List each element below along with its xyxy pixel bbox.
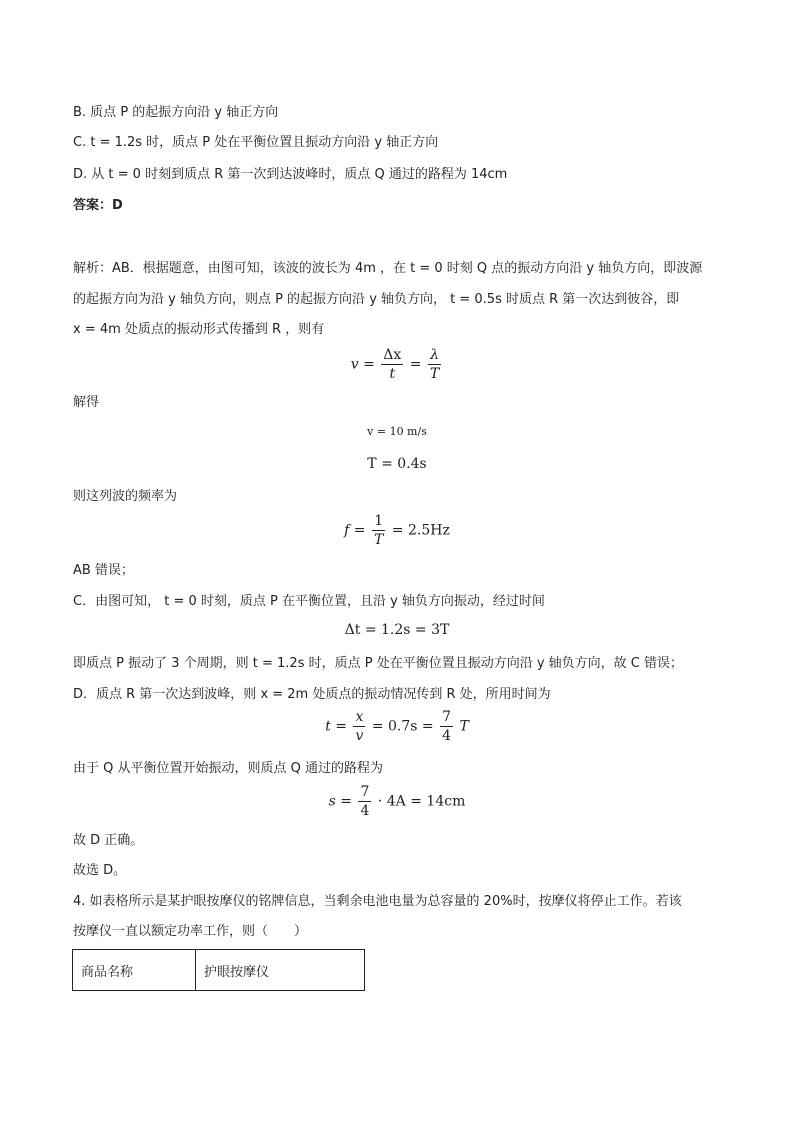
question-4-line-1: 4. 如表格所示是某护眼按摩仪的铭牌信息，当剩余电池电量为总容量的 20%时，按摩仪将停止工作。若该: [73, 894, 682, 909]
c-analysis: C．由图可知， t = 0 时刻，质点 P 在平衡位置，且沿 y 轴负方向振动，经过时间: [73, 594, 545, 609]
table-cell-label: 商品名称: [73, 950, 196, 991]
option-d: D. 从 t = 0 时刻到质点 R 第一次到达波峰时，质点 Q 通过的路程为 14cm: [73, 167, 508, 182]
fraction-7-4-b: $\frac{7}{4}$: [360, 784, 370, 819]
option-c: C. t = 1.2s 时，质点 P 处在平衡位置且振动方向沿 y 轴正方向: [73, 135, 439, 150]
answer: 答案：D: [73, 198, 123, 213]
option-b: B. 质点 P 的起振方向沿 y 轴正方向: [73, 105, 279, 120]
fraction-x-v: $\frac{x}{v}$: [355, 709, 364, 744]
fraction-lambda-t: $\frac{\lambda}{T}$: [429, 347, 440, 382]
product-info-table: [72, 949, 365, 991]
c-conclusion: 即质点 P 振动了 3 个周期，则 t = 1.2s 时，质点 P 处在平衡位置且振动方向沿 y 轴负方向，故 C 错误；: [73, 656, 684, 671]
equation-period: T = 0.4s: [367, 456, 427, 472]
frequency-text: 则这列波的频率为: [73, 489, 178, 504]
equation-distance: s = $\frac{7}{4}$ · 4A = 14cm: [328, 784, 466, 819]
equation-frequency: f = $\frac{1}{T}$ = 2.5Hz: [344, 513, 450, 548]
fraction-dx-t: $\frac{\Delta x}{t}$: [383, 347, 402, 382]
choose-d: 故选 D。: [73, 863, 127, 878]
equation-delta-t: Δt = 1.2s = 3T: [344, 622, 450, 638]
d-correct: 故 D 正确。: [73, 833, 144, 848]
equation-time: t = $\frac{x}{v}$ = 0.7s = $\frac{7}{4}$ T: [325, 709, 469, 744]
table-row: [73, 950, 365, 991]
ab-wrong: AB 错误；: [73, 563, 134, 578]
solution-line-2: 的起振方向为沿 y 轴负方向，则点 P 的起振方向沿 y 轴负方向， t = 0.5s 时质点 R 第一次达到彼谷，即: [73, 292, 680, 307]
equation-velocity: v = $\frac{\Delta x}{t}$ = $\frac{\lambda}{T}$: [350, 347, 440, 382]
fraction-7-4: $\frac{7}{4}$: [442, 709, 452, 744]
q-path-text: 由于 Q 从平衡位置开始振动，则质点 Q 通过的路程为: [73, 761, 383, 776]
d-analysis: D．质点 R 第一次达到波峰，则 x = 2m 处质点的振动情况传到 R 处，所用时间为: [73, 687, 551, 702]
fraction-1-t: $\frac{1}{T}$: [374, 513, 384, 548]
equation-v-value: v = 10 m/s: [367, 425, 427, 438]
solution-line-1: 解析：AB．根据题意，由图可知，该波的波长为 4m ，在 t = 0 时刻 Q 点的振动方向沿 y 轴负方向，即波源: [73, 261, 703, 276]
table-cell-value: 护眼按摩仪: [196, 950, 365, 991]
question-4-line-2: 按摩仪一直以额定功率工作，则（ ）: [73, 924, 308, 939]
solution-line-3: x = 4m 处质点的振动形式传播到 R ，则有: [73, 322, 325, 337]
jiede-label: 解得: [73, 395, 100, 410]
